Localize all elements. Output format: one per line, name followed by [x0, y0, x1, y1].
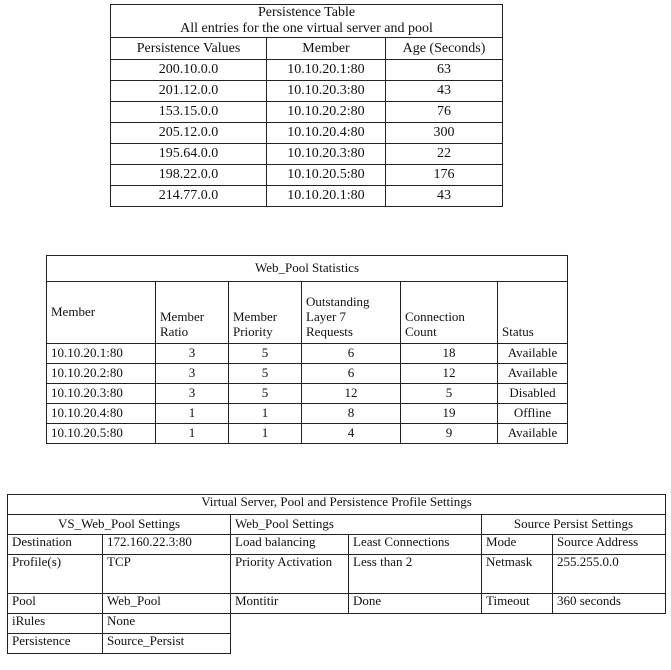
table-row — [111, 165, 503, 186]
column-header: Persistence Values — [111, 38, 267, 60]
table-cell: 76 — [386, 102, 503, 123]
table-cell: 1 — [156, 404, 229, 424]
table-header-row — [111, 38, 503, 60]
table-cell: 10.10.20.5:80 — [47, 424, 156, 444]
table-cell: 10.10.20.5:80 — [267, 165, 386, 186]
column-header: Connection Count — [401, 282, 498, 344]
table-cell: 8 — [302, 404, 401, 424]
table-cell: 1 — [229, 404, 302, 424]
table-cell: 6 — [302, 364, 401, 384]
destination-label: Destination — [8, 535, 103, 555]
column-header: Status — [498, 282, 568, 344]
irules-label: iRules — [8, 614, 103, 634]
empty-cell — [231, 634, 666, 654]
persistence-table — [110, 4, 503, 207]
table-cell: 205.12.0.0 — [111, 123, 267, 144]
table-row — [47, 344, 568, 364]
monitor-label: Montitir — [231, 594, 349, 614]
table-row — [111, 186, 503, 207]
table-cell: 10.10.20.3:80 — [267, 81, 386, 102]
netmask-value: 255.255.0.0 — [553, 555, 666, 594]
table-cell: 300 — [386, 123, 503, 144]
table-cell: 43 — [386, 186, 503, 207]
table-cell: 5 — [229, 364, 302, 384]
mode-value: Source Address — [553, 535, 666, 555]
table-cell: 214.77.0.0 — [111, 186, 267, 207]
table-cell: Available — [498, 344, 568, 364]
empty-cell — [231, 614, 666, 634]
table-cell: 10.10.20.3:80 — [267, 144, 386, 165]
table-cell: 18 — [401, 344, 498, 364]
table-cell: 9 — [401, 424, 498, 444]
table-row — [47, 404, 568, 424]
persist-settings-heading: Source Persist Settings — [482, 515, 666, 535]
settings-table — [7, 494, 666, 654]
table-header-row — [47, 282, 568, 344]
table-cell: 3 — [156, 364, 229, 384]
table-cell: 4 — [302, 424, 401, 444]
profiles-label: Profile(s) — [8, 555, 103, 594]
column-header: Member — [47, 282, 156, 344]
priority-activation-label: Priority Activation — [231, 555, 349, 594]
irules-value: None — [103, 614, 231, 634]
pool-statistics-title: Web_Pool Statistics — [47, 256, 568, 282]
table-cell: 6 — [302, 344, 401, 364]
timeout-value: 360 seconds — [553, 594, 666, 614]
table-row — [47, 384, 568, 404]
table-cell: 176 — [386, 165, 503, 186]
table-cell: 10.10.20.4:80 — [267, 123, 386, 144]
pool-value: Web_Pool — [103, 594, 231, 614]
table-cell: 10.10.20.2:80 — [47, 364, 156, 384]
persistence-value: Source_Persist — [103, 634, 231, 654]
table-cell: 200.10.0.0 — [111, 60, 267, 81]
table-cell: Available — [498, 424, 568, 444]
table-cell: 12 — [401, 364, 498, 384]
load-balancing-label: Load balancing — [231, 535, 349, 555]
table-cell: Available — [498, 364, 568, 384]
table-cell: 1 — [156, 424, 229, 444]
timeout-label: Timeout — [482, 594, 553, 614]
persistence-table-title: Persistence Table All entries for the one virtual server and pool — [111, 5, 503, 38]
table-cell: 10.10.20.2:80 — [267, 102, 386, 123]
pool-label: Pool — [8, 594, 103, 614]
column-header: Member — [267, 38, 386, 60]
table-cell: 10.10.20.1:80 — [267, 186, 386, 207]
table-row — [111, 60, 503, 81]
table-row — [111, 144, 503, 165]
table-cell: 5 — [401, 384, 498, 404]
destination-value: 172.160.22.3:80 — [103, 535, 231, 555]
netmask-label: Netmask — [482, 555, 553, 594]
vs-settings-heading: VS_Web_Pool Settings — [8, 515, 231, 535]
table-cell: 5 — [229, 384, 302, 404]
table-row — [111, 102, 503, 123]
profiles-value: TCP — [103, 555, 231, 594]
table-cell: 12 — [302, 384, 401, 404]
table-cell: 22 — [386, 144, 503, 165]
table-cell: 19 — [401, 404, 498, 424]
table-cell: Disabled — [498, 384, 568, 404]
table-row — [47, 424, 568, 444]
table-cell: Offline — [498, 404, 568, 424]
table-cell: 198.22.0.0 — [111, 165, 267, 186]
table-cell: 63 — [386, 60, 503, 81]
table-row — [47, 364, 568, 384]
table-cell: 201.12.0.0 — [111, 81, 267, 102]
settings-title: Virtual Server, Pool and Persistence Profile Settings — [8, 495, 666, 515]
table-cell: 3 — [156, 384, 229, 404]
pool-statistics-table — [46, 255, 568, 444]
table-cell: 153.15.0.0 — [111, 102, 267, 123]
pool-settings-heading: Web_Pool Settings — [231, 515, 482, 535]
column-header: Age (Seconds) — [386, 38, 503, 60]
column-header: Outstanding Layer 7 Requests — [302, 282, 401, 344]
table-row — [111, 123, 503, 144]
mode-label: Mode — [482, 535, 553, 555]
table-cell: 10.10.20.1:80 — [267, 60, 386, 81]
table-cell: 5 — [229, 344, 302, 364]
table-cell: 10.10.20.1:80 — [47, 344, 156, 364]
column-header: Member Priority — [229, 282, 302, 344]
table-cell: 10.10.20.3:80 — [47, 384, 156, 404]
table-cell: 10.10.20.4:80 — [47, 404, 156, 424]
persistence-label: Persistence — [8, 634, 103, 654]
load-balancing-value: Least Connections — [349, 535, 482, 555]
table-cell: 1 — [229, 424, 302, 444]
table-row — [111, 81, 503, 102]
priority-activation-value: Less than 2 — [349, 555, 482, 594]
column-header: Member Ratio — [156, 282, 229, 344]
table-cell: 43 — [386, 81, 503, 102]
table-cell: 3 — [156, 344, 229, 364]
monitor-value: Done — [349, 594, 482, 614]
table-cell: 195.64.0.0 — [111, 144, 267, 165]
